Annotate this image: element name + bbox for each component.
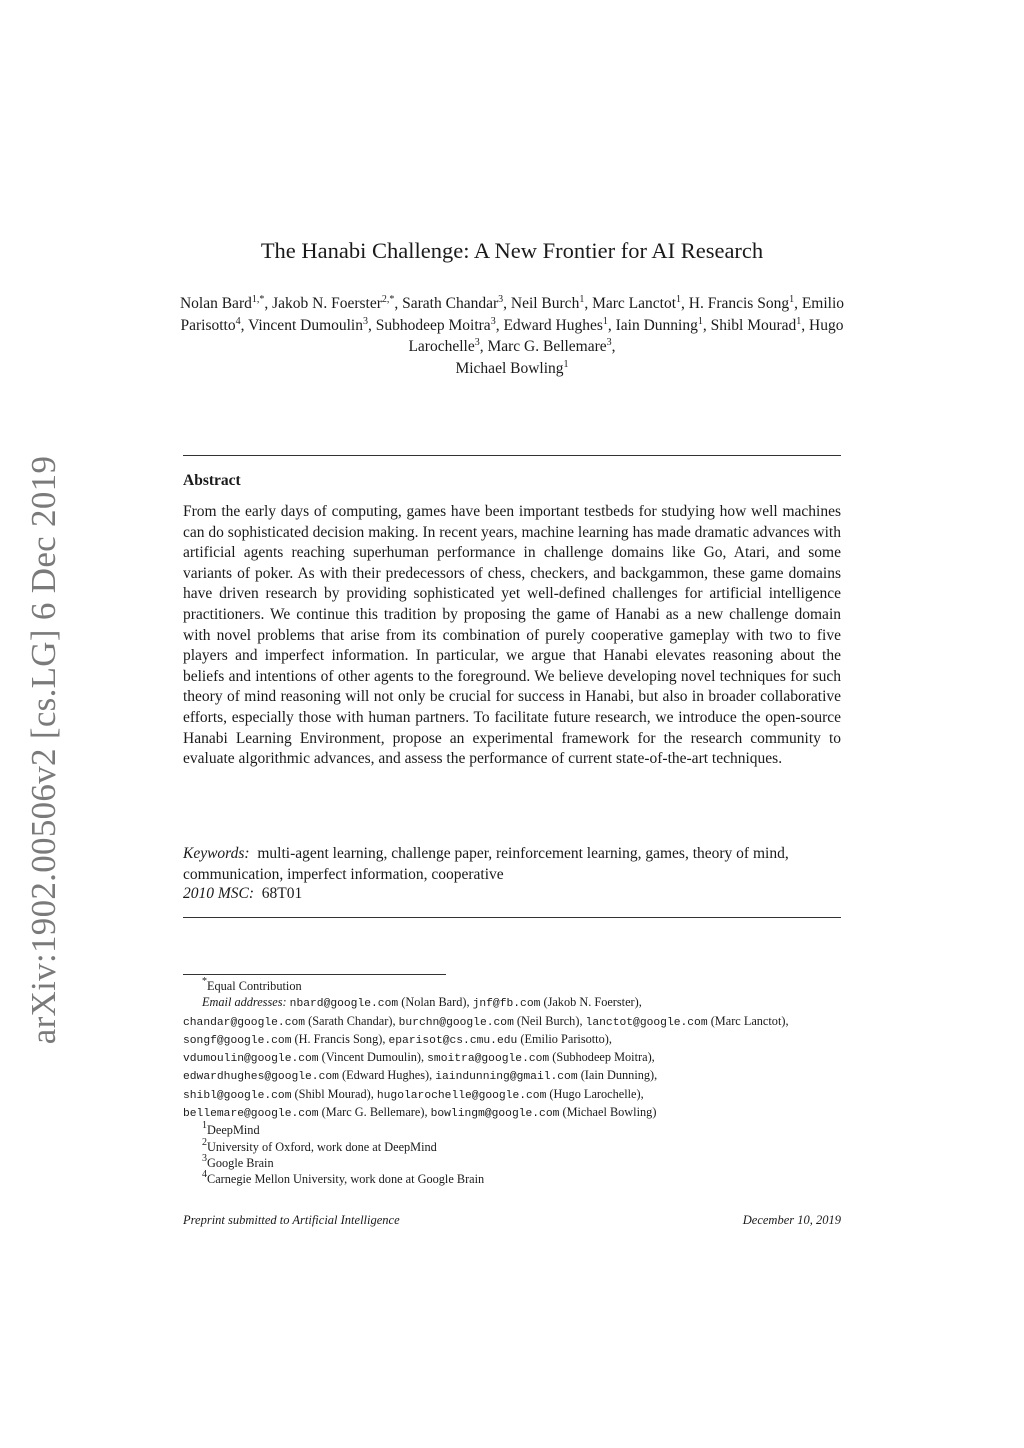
footnote-affiliation: $^4$Carnegie Mellon University, work done at Google Brain <box>202 1169 485 1187</box>
email-link[interactable]: hugolarochelle@google.com <box>376 1089 547 1102</box>
email-link[interactable]: vdumoulin@google.com <box>183 1053 319 1066</box>
author-name: Hugo Larochelle <box>408 316 844 355</box>
footer-journal: Preprint submitted to Artificial Intelligence <box>183 1213 400 1227</box>
author-name: Sarath Chandar <box>402 295 499 312</box>
abstract-body: From the early days of computing, games have been important testbeds for studying how well machines can do sophisticated decision making. In recent years, machine learning has made dramatic advances with artificial agents reaching superhuman performance in challenge domains like Go, Atari, and some variants of poker. As with their predecessors of chess, checkers, and backgammon, these game domains have driven research by providing sophisticated yet well-defined challenges for artificial intelligence practitioners. We continue this tradition by proposing the game of Hanabi as a new challenge domain with novel problems that arise from its combination of purely cooperative gameplay with two to five players and imperfect information. In particular, we argue that Hanabi elevates reasoning about the beliefs and intentions of other agents to the foreground. We believe developing novel techniques for such theory of mind reasoning will not only be crucial for success in Hanabi, but also in broader collaborative efforts, especially those with human partners. To facilitate future research, we introduce the open-source Hanabi Learning Environment, propose an experimental framework for the research community to evaluate algorithmic advances, and assess the performance of current state-of-the-art techniques. <box>183 503 841 768</box>
msc-value: 68T01 <box>261 885 303 902</box>
keywords-text: multi-agent learning, challenge paper, reinforcement learning, games, theory of mind, communication, imperfect information, cooperative <box>183 845 789 883</box>
footnote-email-line: Email addresses: nbard@google.com (Nolan Bard), jnf@fb.com (Jakob N. Foerster), <box>202 995 642 1011</box>
footnote-email-line: shibl@google.com (Shibl Mourad), hugolarochelle@google.com (Hugo Larochelle), <box>183 1086 644 1102</box>
author-sup: 1 <box>602 315 608 327</box>
author-sup: 1 <box>563 358 569 370</box>
abstract-bottom-rule <box>183 917 841 918</box>
footnote-affiliation: $^1$DeepMind <box>202 1120 260 1138</box>
arxiv-identifier-stamp <box>14 455 74 1045</box>
author-name: H. Francis Song <box>688 295 790 312</box>
email-link[interactable]: chandar@google.com <box>183 1016 306 1029</box>
author-sup: 1 <box>789 294 795 305</box>
msc-classification <box>183 885 302 903</box>
author-sup: 3 <box>606 337 612 348</box>
abstract-top-rule <box>183 455 841 456</box>
email-label: Email addresses: <box>202 995 287 1010</box>
author-sup: 1 <box>697 315 703 327</box>
author-sup: 1 <box>796 315 802 327</box>
footnote-rule <box>183 974 446 975</box>
footnote-equal-contribution: *Equal Contribution <box>202 976 302 993</box>
email-link[interactable]: edwardhughes@google.com <box>183 1071 339 1084</box>
author-name: Emilio Parisotto <box>180 295 845 334</box>
email-link[interactable]: bowlingm@google.com <box>430 1108 560 1121</box>
footnote-email-line: vdumoulin@google.com (Vincent Dumoulin), smoitra@google.com (Subhodeep Moitra), <box>183 1050 655 1066</box>
email-link[interactable]: songf@google.com <box>183 1034 292 1047</box>
email-link[interactable]: eparisot@cs.cmu.edu <box>388 1034 518 1047</box>
author-list: Nolan Bard$^{1,*}$, Jakob N. Foerster$^{2,*}$, Sarath Chandar$^3$, Neil Burch$^1$, Marc Lanctot$^1$, H. Francis Song$^1$, Emilio Parisotto$^4$, Vincent Dumoulin$^3$, Subhodeep Moitra$^3$, Edward Hughes$^1$, Iain Dunning$^1$, Shibl Mourad$^1$, Hugo Larochelle$^3$, Marc G. Bellemare$^3$, Michael Bowling$^1$ <box>179 294 845 377</box>
footnote-affiliation: $^3$Google Brain <box>202 1152 274 1170</box>
footnotes <box>183 978 843 1188</box>
abstract-heading: Abstract <box>183 472 241 489</box>
footnote-email-line: bellemare@google.com (Marc G. Bellemare), bowlingm@google.com (Michael Bowling) <box>183 1105 657 1121</box>
author-name: Vincent Dumoulin <box>248 316 363 334</box>
author-sup: 3 <box>362 315 368 327</box>
arxiv-id: arXiv:1902.00506v2 [cs.LG] 6 Dec 2019 <box>24 455 63 1045</box>
author-name: Edward Hughes <box>503 316 603 334</box>
footnote-email-line: songf@google.com (H. Francis Song), eparisot@cs.cmu.edu (Emilio Parisotto), <box>183 1031 612 1047</box>
page-footer <box>183 1213 841 1228</box>
author-sup: 3 <box>490 315 496 327</box>
footnote-email-line: chandar@google.com (Sarath Chandar), burchn@google.com (Neil Burch), lanctot@google.com (Marc Lanctot), <box>183 1013 789 1029</box>
author-name: Neil Burch <box>510 295 580 312</box>
email-link[interactable]: bellemare@google.com <box>183 1108 319 1121</box>
email-link[interactable]: lanctot@google.com <box>585 1016 708 1029</box>
author-sup: 1 <box>676 294 681 305</box>
author-sup: 3 <box>498 294 504 305</box>
footer-date: December 10, 2019 <box>742 1213 841 1227</box>
author-name: Subhodeep Moitra <box>375 316 491 334</box>
author-sup: 1 <box>579 294 585 305</box>
email-link[interactable]: nbard@google.com <box>289 998 399 1011</box>
email-link[interactable]: shibl@google.com <box>183 1089 292 1102</box>
footnote-affiliation: $^2$University of Oxford, work done at DeepMind <box>202 1136 437 1154</box>
author-name: Iain Dunning <box>615 316 698 334</box>
author-sup: 1,* <box>251 294 265 305</box>
paper-title: The Hanabi Challenge: A New Frontier for AI Research <box>260 238 764 263</box>
author-name: Nolan Bard <box>179 295 252 312</box>
author-sup: 3 <box>474 337 480 348</box>
author-name: Jakob N. Foerster <box>272 295 382 312</box>
author-name: Marc G. Bellemare <box>487 338 607 355</box>
email-link[interactable]: jnf@fb.com <box>472 998 541 1011</box>
keywords-label: Keywords: <box>183 845 250 862</box>
keywords-block <box>183 844 841 885</box>
email-link[interactable]: smoitra@google.com <box>427 1053 550 1066</box>
author-name: Michael Bowling <box>455 359 564 377</box>
email-link[interactable]: iaindunning@gmail.com <box>435 1071 578 1084</box>
email-link[interactable]: burchn@google.com <box>398 1016 514 1029</box>
footnote-email-line: edwardhughes@google.com (Edward Hughes), iaindunning@gmail.com (Iain Dunning), <box>183 1068 658 1084</box>
author-sup: 4 <box>235 315 241 327</box>
author-name: Shibl Mourad <box>710 316 797 334</box>
author-name: Marc Lanctot <box>592 295 676 312</box>
msc-label: 2010 MSC: <box>183 885 255 902</box>
author-sup: 2,* <box>381 294 395 305</box>
